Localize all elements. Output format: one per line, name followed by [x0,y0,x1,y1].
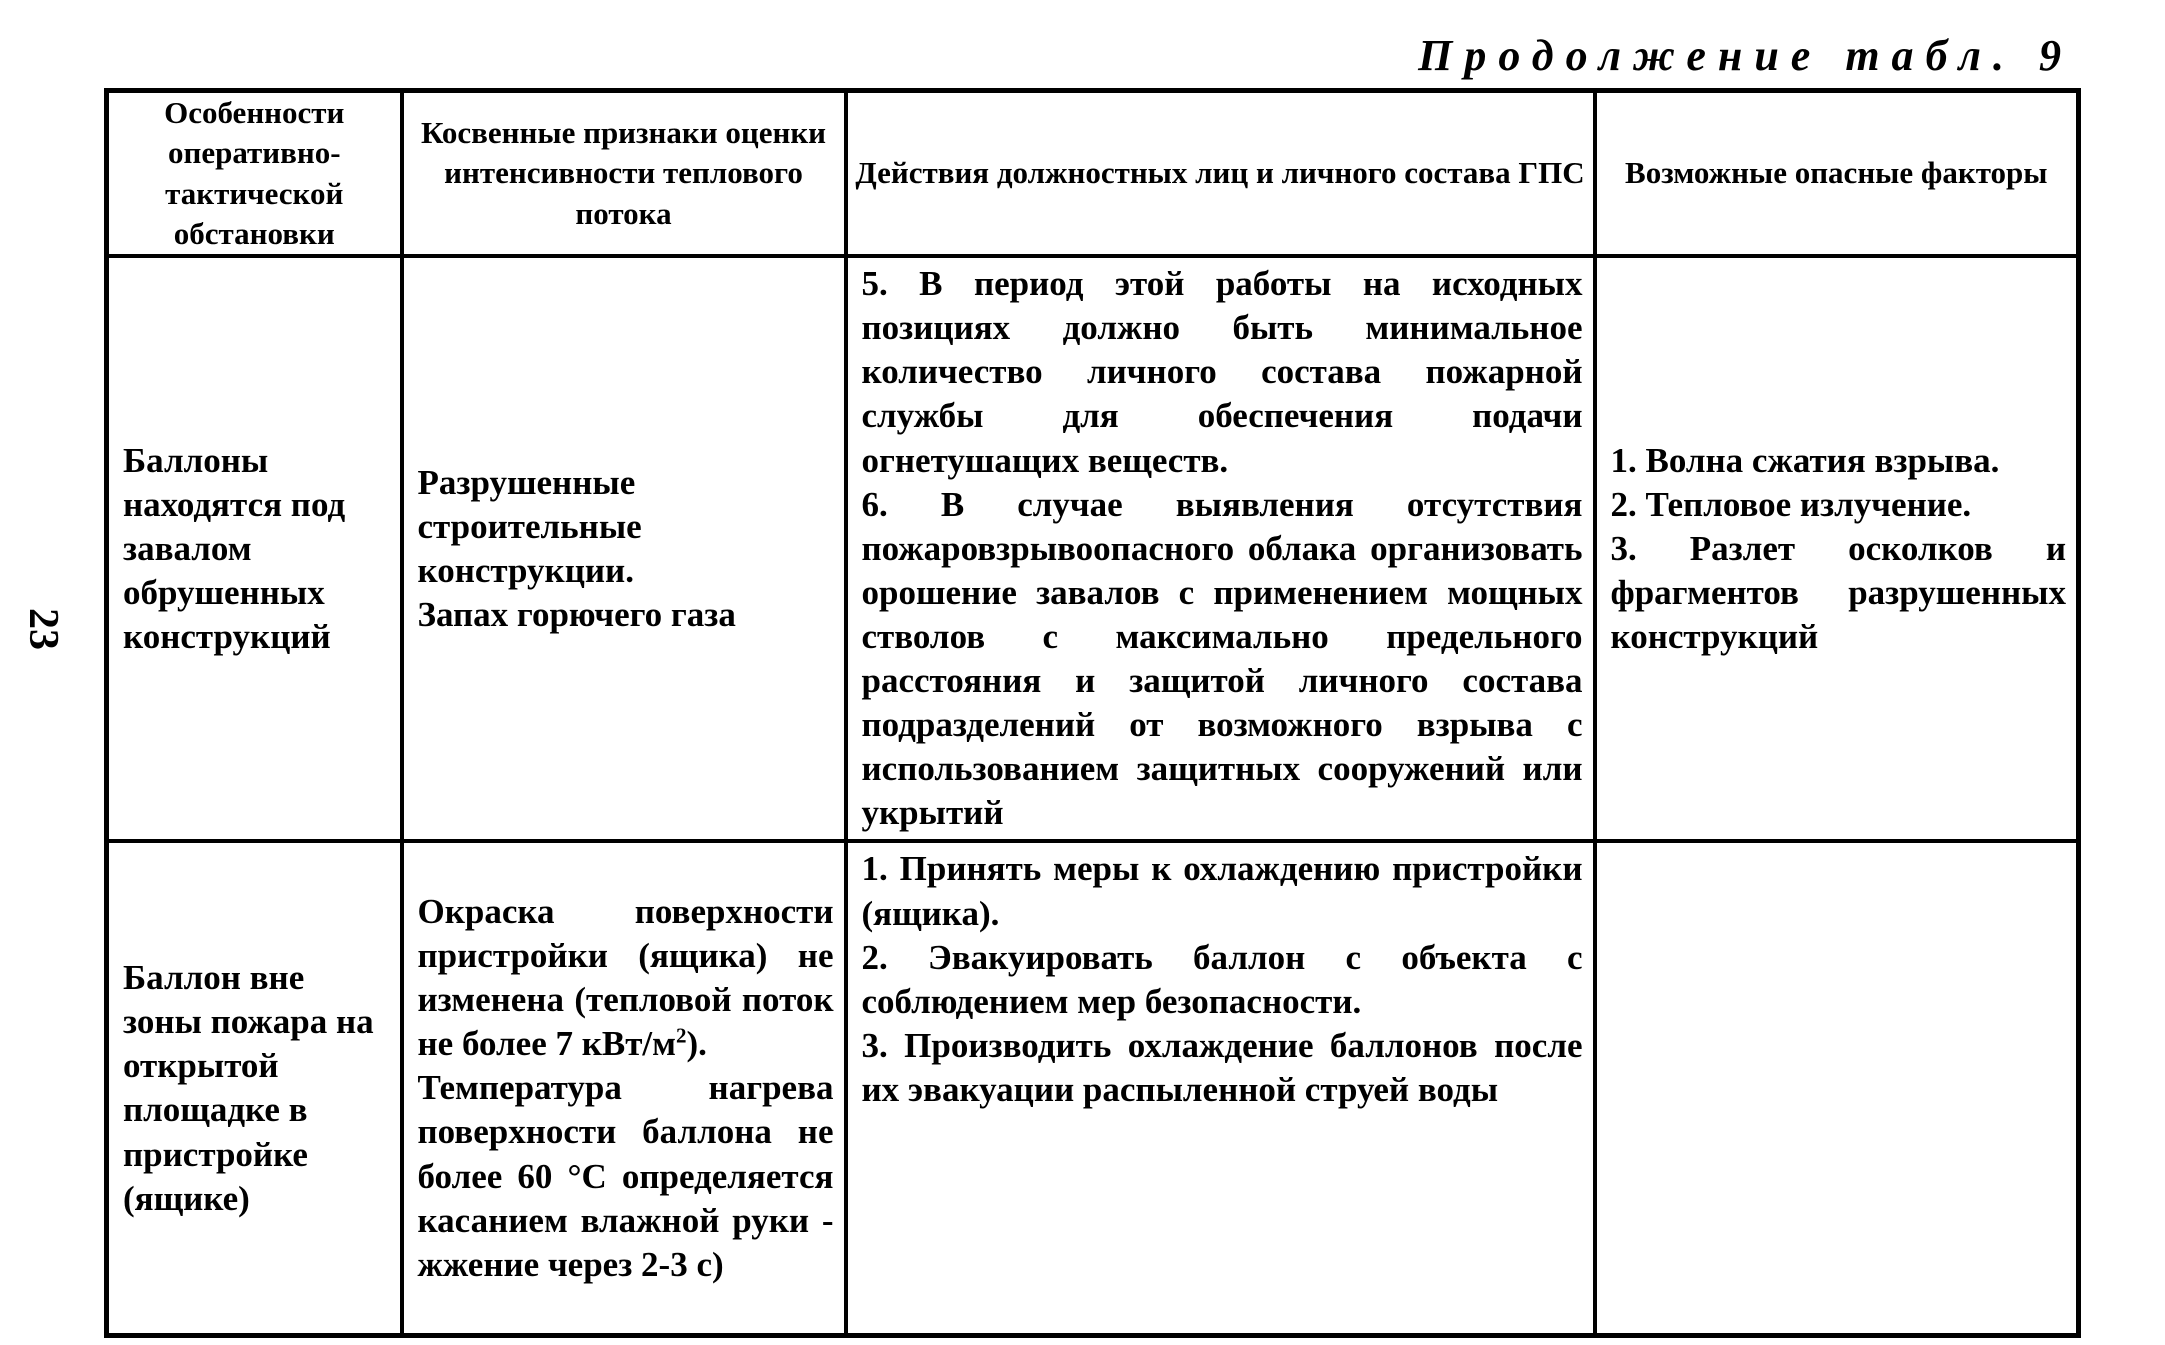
situation-text: Баллоны находятся под завалом обрушенных конструкций [123,440,346,656]
situation-text: Баллон вне зоны пожара на открытой площадке в пристройке (ящике) [123,958,374,1218]
sign-item [418,890,834,1066]
header-actions [846,91,1595,257]
actions-text [848,843,1593,1116]
sign-item: Температура нагрева поверхности баллона не более 60 °С определяется касанием влажной руки - жжение через 2-3 с) [417,1068,834,1284]
table-continuation-caption: Продолжение табл. 9 [1418,31,2073,80]
situation-cell [107,841,402,1336]
header-signs [402,91,846,257]
signs-text [404,886,844,1291]
hazard-item: 1. Волна сжатия взрыва. [1610,440,2000,480]
action-item: 1. Принять меры к охлаждению пристройки (ящика). [861,849,1583,933]
header-actions-text: Действия должностных лиц и личного состава ГПС [855,155,1585,191]
header-situation-text: Особенности оперативно-тактической обстановки [164,95,345,251]
action-item: 6. В случае выявления отсутствия пожаровзрывоопасного облака организовать орошение завалов с применением мощных стволов с максимально предельного расстояния и защитой личного состава подразделений от возможного взрыва с использованием защитных сооружений или укрытий [861,484,1583,833]
hazards-cell [1595,256,2079,841]
table-row [107,256,2079,841]
hazard-item: 2. Тепловое излучение. [1610,484,1972,524]
action-item: 2. Эвакуировать баллон с объекта с соблюдением мер безопасности. [861,937,1583,1021]
action-item: 3. Производить охлаждение баллонов после их эвакуации распыленной струей воды [861,1025,1583,1109]
actions-text [848,258,1593,839]
header-situation [107,91,402,257]
signs-cell [402,256,846,841]
sign-text-part: Окраска поверхности пристройки (ящика) не изменена (тепловой поток не более 7 кВт/м [417,891,834,1064]
sign-item: Разрушенные строительные конструкции. [417,462,642,590]
hazards-text [1597,435,2077,663]
hazard-table [104,88,2081,1338]
table-header-row [107,91,2079,257]
hazard-item: 3. Разлет осколков и фрагментов разрушенных конструкций [1610,528,2066,656]
action-item: 5. В период этой работы на исходных позициях должно быть минимальное количество личного состава пожарной службы для обеспечения подачи огнетушащих веществ. [861,264,1583,480]
header-hazards [1595,91,2079,257]
table-row [107,841,2079,1336]
hazards-cell-empty [1595,841,2079,1336]
signs-text [404,457,844,641]
actions-cell [846,841,1595,1336]
header-hazards-text: Возможные опасные факторы [1625,155,2048,191]
signs-cell [402,841,846,1336]
sign-text-part: ). [686,1024,707,1064]
page-number: 23 [20,608,66,650]
sign-item: Запах горючего газа [417,594,736,634]
header-signs-text: Косвенные признаки оценки интенсивности теплового потока [420,115,827,231]
actions-cell [846,256,1595,841]
situation-cell [107,256,402,841]
sign-superscript: 2 [676,1023,687,1048]
